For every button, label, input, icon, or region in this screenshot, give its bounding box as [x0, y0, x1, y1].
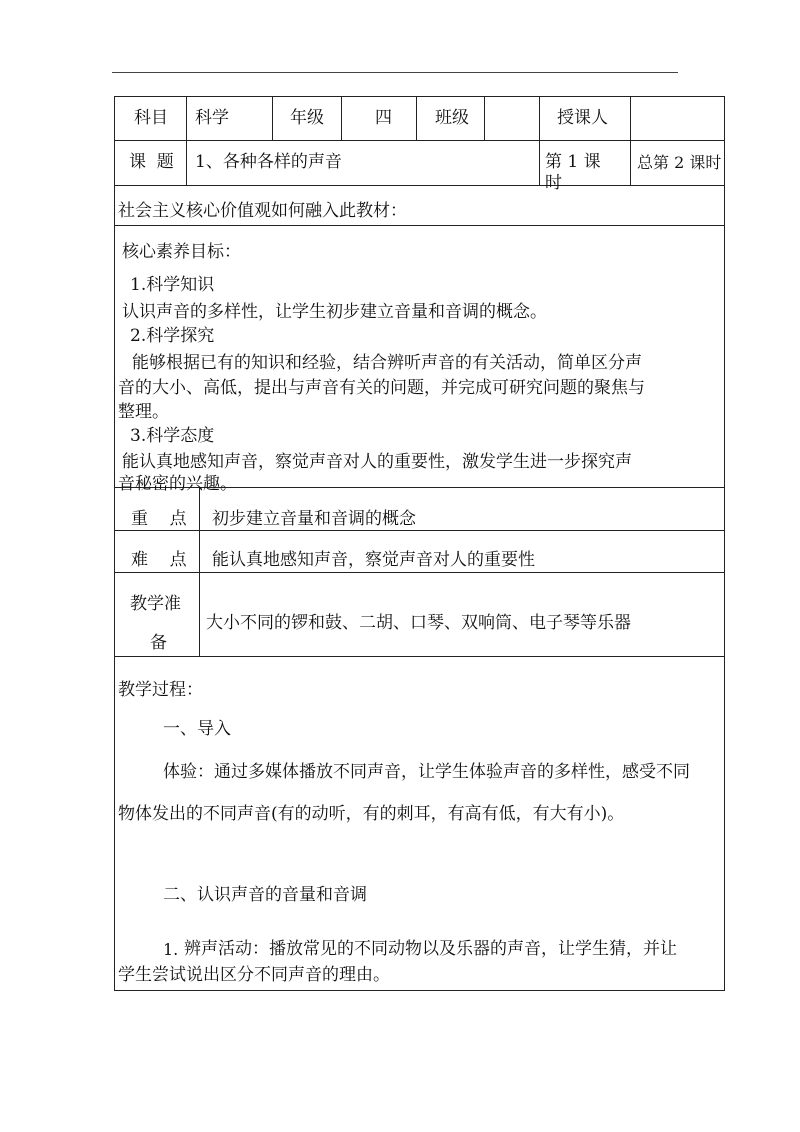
col-divider — [630, 96, 631, 140]
col-divider — [416, 96, 417, 140]
teacher-label: 授课人 — [557, 108, 608, 128]
row-divider — [114, 185, 725, 186]
goal-2-line-2: 音的大小、高低，提出与声音有关的问题，并完成可研究问题的聚焦与 — [118, 378, 645, 398]
grade-value: 四 — [375, 108, 392, 128]
goal-2-line-3: 整理。 — [118, 402, 169, 422]
col-divider — [186, 96, 187, 140]
row-divider — [114, 225, 725, 226]
difficulty-label: 难 点 — [131, 550, 187, 570]
subject-label: 科目 — [134, 108, 168, 128]
process-label: 教学过程： — [118, 680, 203, 700]
row-divider — [114, 140, 725, 141]
preparation-label: 教学准 — [130, 594, 181, 614]
goal-3-line-2: 音秘密的兴趣。 — [118, 474, 237, 494]
topic-label: 课 题 — [129, 152, 174, 172]
lesson-number: 第 1 课 — [545, 152, 601, 172]
goal-1-title: 1.科学知识 — [130, 275, 215, 295]
col-divider — [630, 140, 631, 185]
grade-label: 年级 — [290, 108, 324, 128]
topic-value: 1、各种各样的声音 — [195, 152, 342, 172]
col-divider — [539, 140, 540, 185]
section-2-title: 二、认识声音的音量和音调 — [163, 885, 367, 905]
goal-1-text: 认识声音的多样性，让学生初步建立音量和音调的概念。 — [122, 302, 547, 322]
goal-3-line-1: 能认真地感知声音，察觉声音对人的重要性，激发学生进一步探究声 — [122, 452, 632, 472]
col-divider — [539, 96, 540, 140]
class-label: 班级 — [435, 108, 469, 128]
col-divider — [341, 96, 342, 140]
goal-2-line-1: 能够根据已有的知识和经验，结合辨听声音的有关活动，简单区分声 — [132, 353, 642, 373]
section-2-line-2: 学生尝试说出区分不同声音的理由。 — [118, 965, 390, 985]
section-1-line-1: 体验：通过多媒体播放不同声音，让学生体验声音的多样性，感受不同 — [163, 762, 690, 782]
col-divider — [484, 96, 485, 140]
row-divider — [114, 530, 725, 531]
lesson-number-cont: 时 — [545, 173, 562, 193]
goal-3-title: 3.科学态度 — [130, 426, 215, 446]
section-2-item-number: 1. — [163, 940, 179, 959]
col-divider — [199, 487, 200, 656]
col-divider — [272, 96, 273, 140]
section-2-line-1: 辨声活动：播放常见的不同动物以及乐器的声音，让学生猜，并让 — [184, 939, 677, 959]
key-point-label: 重 点 — [131, 509, 187, 529]
row-divider — [114, 572, 725, 573]
key-point-value: 初步建立音量和音调的概念 — [212, 509, 416, 529]
total-lesson: 总第 2 课时 — [637, 153, 722, 172]
core-values-label: 社会主义核心价值观如何融入此教材： — [118, 201, 407, 221]
goals-label: 核心素养目标： — [122, 242, 241, 262]
row-divider — [114, 656, 725, 657]
top-rule — [112, 72, 678, 73]
lesson-plan-table — [114, 96, 725, 991]
preparation-label-cont: 备 — [150, 633, 167, 653]
subject-value: 科学 — [195, 108, 229, 128]
goal-2-title: 2.科学探究 — [130, 326, 215, 346]
preparation-value: 大小不同的锣和鼓、二胡、口琴、双响筒、电子琴等乐器 — [206, 613, 631, 633]
section-1-line-2: 物体发出的不同声音(有的动听，有的刺耳，有高有低，有大有小)。 — [118, 804, 625, 824]
difficulty-value: 能认真地感知声音，察觉声音对人的重要性 — [212, 550, 535, 570]
section-1-title: 一、导入 — [163, 719, 231, 739]
col-divider — [186, 140, 187, 185]
